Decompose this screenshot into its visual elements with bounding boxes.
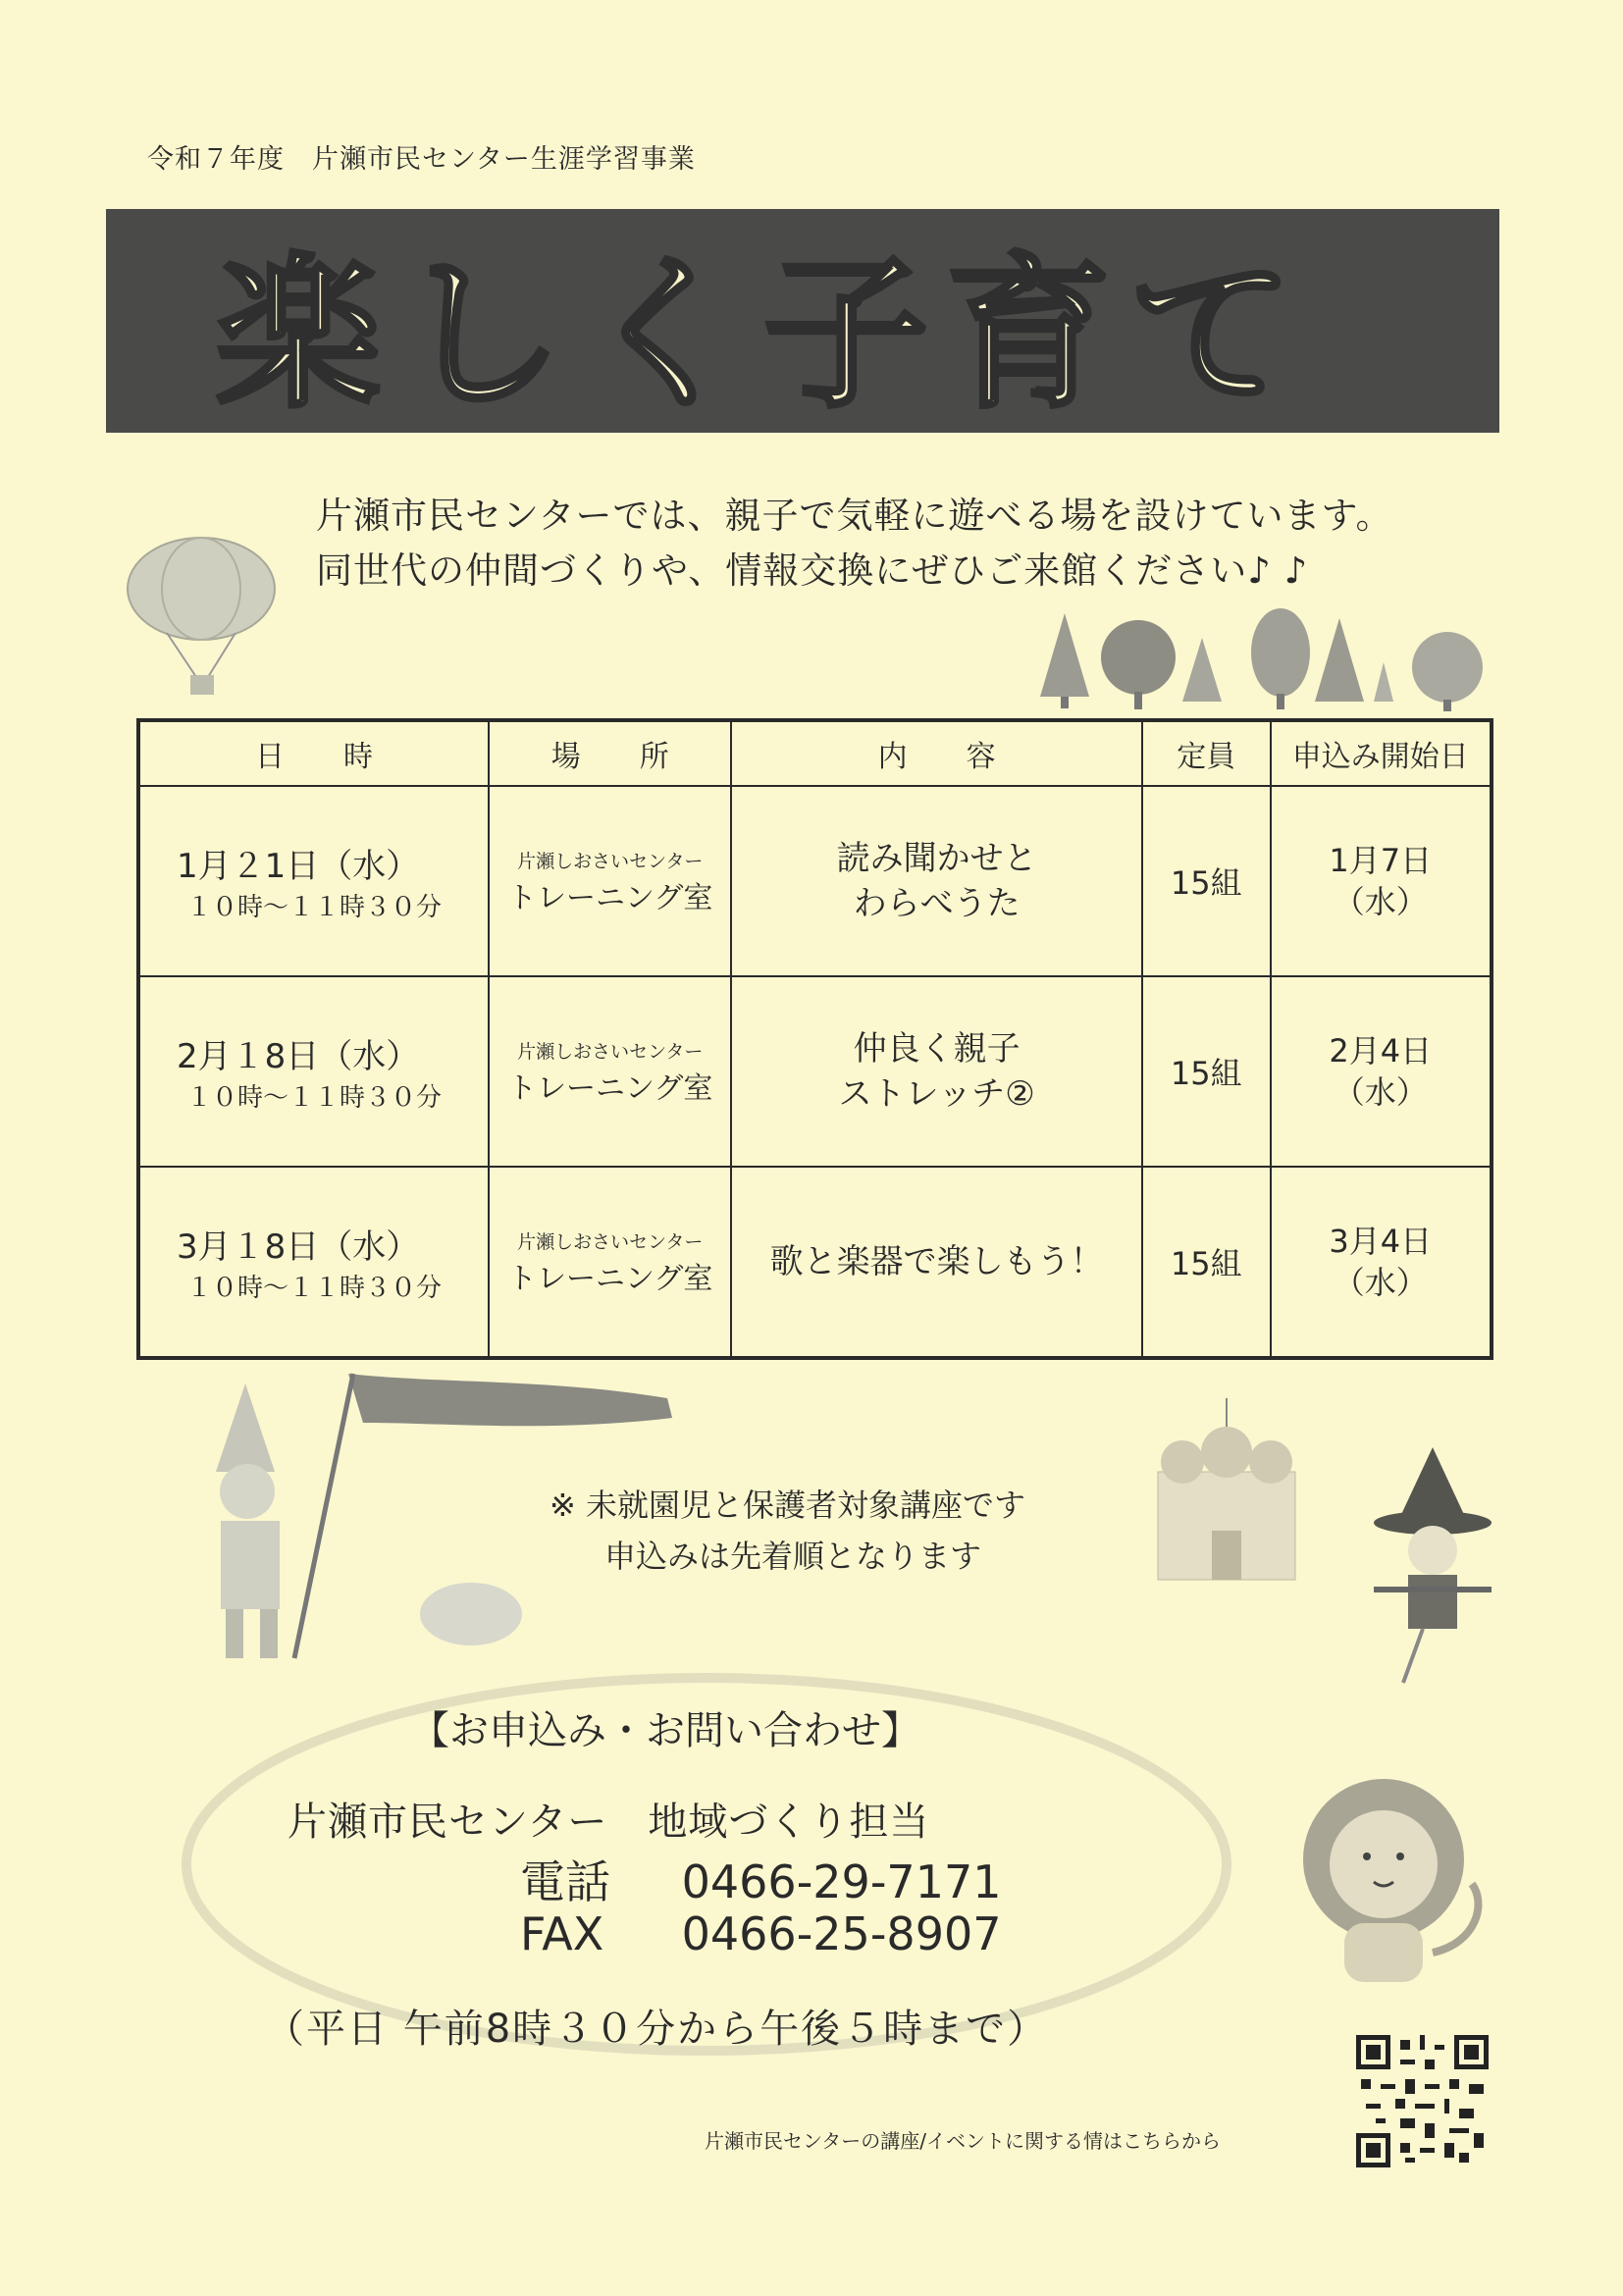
phone-number: 0466-29-7171 — [681, 1855, 1002, 1908]
intro-line-2: 同世代の仲間づくりや、情報交換にぜひご来館ください♪ ♪ — [316, 549, 1309, 592]
cell-start-date — [1271, 786, 1492, 976]
start-weekday: （水） — [1333, 883, 1428, 920]
cell-place — [489, 976, 731, 1167]
session-time: １０時～１１時３０分 — [186, 1274, 443, 1303]
cell-datetime — [138, 786, 489, 976]
title-banner — [106, 209, 1499, 433]
session-time: １０時～１１時３０分 — [186, 1083, 443, 1113]
session-date: 3月１8日（水） — [177, 1227, 420, 1267]
cell-content — [731, 1167, 1142, 1358]
contact-heading: 【お申込み・お問い合わせ】 — [410, 1708, 920, 1753]
table-header-row — [138, 720, 1492, 786]
notes — [550, 1480, 1025, 1582]
cell-content — [731, 786, 1142, 976]
table-row — [138, 1167, 1492, 1358]
table-row — [138, 786, 1492, 976]
lion-illustration — [1276, 1766, 1511, 1992]
cell-datetime — [138, 976, 489, 1167]
page-title: 楽しく子育て — [216, 237, 1311, 431]
cell-capacity: 15組 — [1142, 976, 1271, 1167]
content-line-1: 読み聞かせと — [836, 839, 1037, 878]
balloon-illustration — [118, 530, 285, 702]
cell-content — [731, 976, 1142, 1167]
note-line-2: 申込みは先着順となります — [604, 1538, 982, 1575]
schedule-table — [136, 718, 1493, 1360]
intro-line-1: 片瀬市民センターでは、親子で気軽に遊べる場を設けています。 — [316, 495, 1393, 537]
note-line-1: ※ 未就園児と保護者対象講座です — [550, 1487, 1025, 1524]
castle-illustration — [1128, 1393, 1325, 1590]
witch-illustration — [1354, 1442, 1511, 1688]
qr-code — [1356, 2035, 1489, 2167]
cell-capacity: 15組 — [1142, 1167, 1271, 1358]
start-date: 3月4日 — [1329, 1223, 1433, 1260]
phone-label: 電話 — [520, 1855, 610, 1908]
cell-start-date — [1271, 1167, 1492, 1358]
room-name: トレーニング室 — [507, 880, 713, 915]
header-datetime: 日 時 — [138, 720, 489, 786]
phone-row — [520, 1847, 1002, 1911]
session-date: 1月２1日（水） — [177, 847, 420, 886]
start-weekday: （水） — [1333, 1264, 1428, 1301]
cell-place — [489, 1167, 731, 1358]
content-line-2: ストレッチ② — [838, 1074, 1035, 1114]
content-line-1: 仲良く親子 — [853, 1029, 1021, 1069]
header-capacity: 定員 — [1142, 720, 1271, 786]
content-line-2: わらべうた — [853, 884, 1021, 923]
cell-place — [489, 786, 731, 976]
session-date: 2月１8日（水） — [177, 1037, 420, 1076]
start-date: 1月7日 — [1329, 842, 1433, 879]
intro-text — [316, 489, 1393, 599]
cell-capacity: 15組 — [1142, 786, 1271, 976]
start-date: 2月4日 — [1329, 1032, 1433, 1070]
footer-note: 片瀬市民センターの講座/イベントに関する情はこちらから — [705, 2129, 1221, 2153]
content-line-1: 歌と楽器で楽しもう！ — [769, 1242, 1104, 1281]
program-header: 令和７年度 片瀬市民センター生涯学習事業 — [147, 144, 696, 175]
trees-illustration — [1035, 603, 1496, 711]
venue-name: 片瀬しおさいセンター — [517, 850, 704, 872]
start-weekday: （水） — [1333, 1073, 1428, 1111]
fax-row — [520, 1907, 1002, 1960]
cell-start-date — [1271, 976, 1492, 1167]
fax-number: 0466-25-8907 — [681, 1907, 1002, 1960]
venue-name: 片瀬しおさいセンター — [517, 1230, 704, 1253]
contact-department: 片瀬市民センター 地域づくり担当 — [288, 1800, 930, 1845]
table-row — [138, 976, 1492, 1167]
room-name: トレーニング室 — [507, 1261, 713, 1296]
office-hours: （平日 午前8時３０分から午後５時まで） — [265, 2007, 1049, 2052]
header-start-date: 申込み開始日 — [1271, 720, 1492, 786]
session-time: １０時～１１時３０分 — [186, 893, 443, 922]
header-content: 内 容 — [731, 720, 1142, 786]
cell-datetime — [138, 1167, 489, 1358]
room-name: トレーニング室 — [507, 1070, 713, 1106]
fax-label: FAX — [520, 1907, 604, 1960]
venue-name: 片瀬しおさいセンター — [517, 1040, 704, 1063]
header-place: 場 所 — [489, 720, 731, 786]
